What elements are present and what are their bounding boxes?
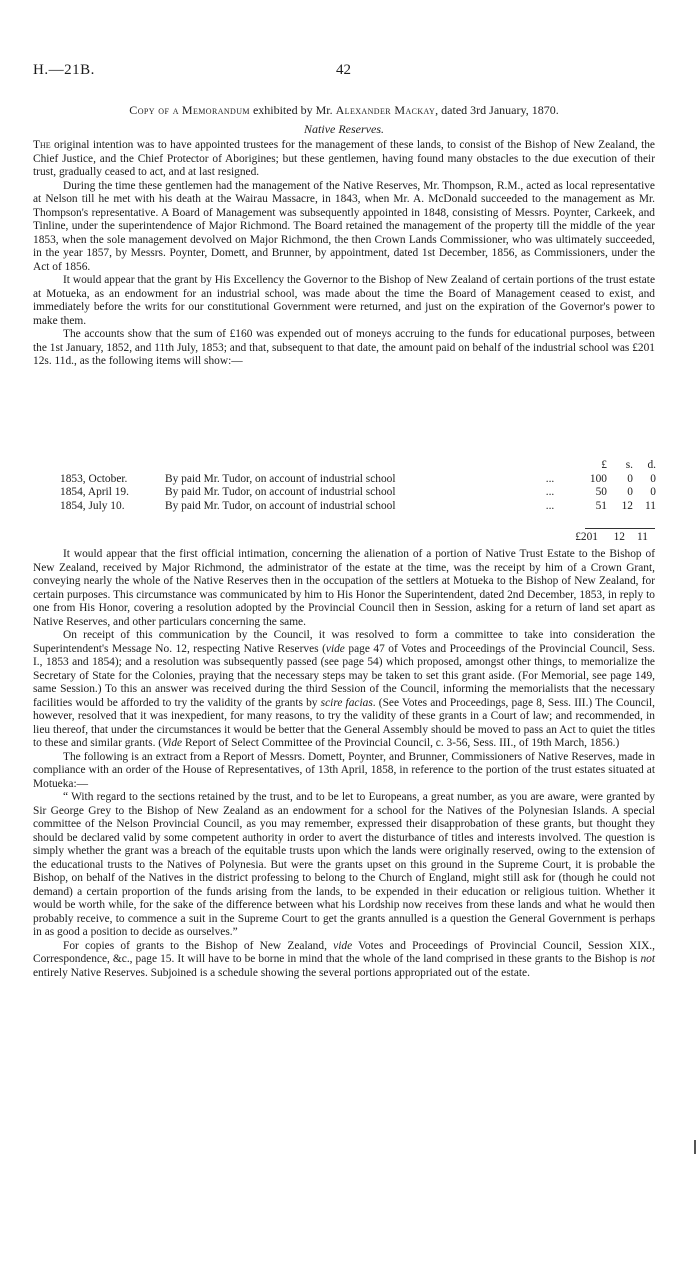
paragraph-text: original intention was to have appointed trustees for the management of these lands, to consist of the Bishop of New Zealand, the Chief Justice, and the Chief Protector of Aborigines; but these gentlemen, having found many obstacles to the due execution of their trust, gradually ceased to act, and at last resigned. bbox=[33, 139, 655, 178]
text-segment: entirely Native Reserves. Subjoined is a schedule showing the several portions appropriated out of the estate. bbox=[33, 966, 530, 979]
text-segment: Votes and Proceedings of Provincial Council, Session XIX., Correspondence, &c., page 15. It will have to be borne in mind that the whole of the land comprised in these grants to the Bishop is bbox=[33, 939, 655, 965]
total-pounds: £201 bbox=[575, 531, 598, 543]
header-shillings: s. bbox=[625, 459, 633, 471]
body-text-part-one bbox=[33, 139, 655, 369]
page-edge-mark bbox=[694, 1140, 696, 1154]
header-pence: d. bbox=[647, 459, 656, 471]
text-italic: vide bbox=[333, 939, 353, 952]
row-shillings: 12 bbox=[621, 499, 633, 512]
paragraph-council-resolution bbox=[33, 629, 655, 751]
header-pounds: £ bbox=[601, 459, 607, 471]
row-leader-dots: ... bbox=[545, 472, 555, 485]
title-exhibited-by: exhibited by Mr. bbox=[252, 103, 333, 117]
row-pence: 0 bbox=[650, 472, 656, 485]
row-shillings: 0 bbox=[627, 472, 633, 485]
title-author-name: Alexander Mackay bbox=[335, 103, 436, 117]
text-italic: Vide bbox=[162, 737, 183, 749]
row-description: By paid Mr. Tudor, on account of industrial school bbox=[165, 472, 396, 485]
table-row bbox=[60, 473, 656, 487]
table-row bbox=[60, 486, 656, 500]
accounts-table bbox=[60, 459, 656, 513]
page-number: 42 bbox=[336, 62, 351, 78]
row-pence: 0 bbox=[650, 486, 656, 498]
row-pence: 11 bbox=[645, 499, 656, 512]
paragraph-first-intimation: It would appear that the first official intimation, concerning the alienation of a portion of Native Trust Estate to the Bishop of New Zealand, received by Major Richmond, the administrator of the estate at the time, was the receipt by him of a Crown Grant, conveying nearly the whole of the Native Reserves then in the occupation of the settlers at Motueka to the Bishop of New Zealand, for certain purposes. This circumstance was communicated by him to His Honor the Superintendent, dated 2nd December, 1853, in reply to one from His Honor, covering a resolution adopted by the Provincial Council then in Session, asking for a return of land set apart as Native Reserves, and other particulars concerning the same. bbox=[33, 548, 655, 628]
accounts-header-row bbox=[60, 459, 656, 473]
row-shillings: 0 bbox=[627, 486, 633, 498]
paragraph-accounts: The accounts show that the sum of £160 was expended out of moneys accruing to the funds for educational purposes, between the 1st January, 1852, and 11th July, 1853; and that, subsequent to that date, the amount paid on behalf of the industrial school was £201 12s. 11d., as the following items will show:— bbox=[33, 328, 655, 367]
text-segment: For copies of grants to the Bishop of New Zealand, bbox=[63, 939, 334, 952]
total-rule bbox=[585, 528, 655, 529]
row-leader-dots: ... bbox=[545, 486, 555, 498]
row-description: By paid Mr. Tudor, on account of industrial school bbox=[165, 499, 396, 512]
text-segment: . (See Votes and Proceedings, page 8, Sess. III.) The Council, however, resolved that it was inexpedient, for many reasons, to try the validity of these grants in a Court of law; and recommended, in lieu thereof, that under the circumstances it would be better that the General Assembly should be moved to pass an Act to quiet the titles to these and similar grants. ( bbox=[33, 696, 655, 749]
section-subtitle: Native Reserves. bbox=[304, 122, 384, 136]
paragraph-management-history: During the time these gentlemen had the management of the Native Reserves, Mr. Thompson, R.M., acted as local representative at Nelson till he met with his death at the Wairau Massacre, in 1843, when Mr. A. McDonald succeeded to the management as Mr. Thompson's representative. A Board of Management was subsequently appointed in 1848, consisting of Messrs. Poynter, Carkeek, and Tinline, under the superintendence of Major Richmond. The Board retained the management of the property till the middle of the year 1853, when the sole management devolved on Major Richmond, the then Crown Lands Commissioner, who was ultimately succeeded, in the year 1857, by Messrs. Poynter, Domett, and Brunner, by appointment, dated 1st December, 1856, as Commissioners, under the Act of 1856. bbox=[33, 179, 655, 273]
paragraph-report-quote: “ With regard to the sections retained by the trust, and to be let to Europeans, a great number, as you are aware, were granted by Sir George Grey to the Bishop of New Zealand as an endowment for a school for the Natives of the Polynesian Islands. A special committee of the Nelson Provincial Council, as you may remember, expressed their disapprobation of these grants, but thought they should be declared valid by some competent authority in order to avert the disturbance of titles and interests involved. The question is simply whether the grant was a breach of the equitable trusts upon which the lands were originally reserved, owing to the extension of the educational trusts to the Natives of Polynesia. But were the grants upset on this ground in the Supreme Court, it is probable the Bishop, on behalf of the Natives in the district professing to belong to the Church of England, might still ask for (though he could not demand) a certain proportion of the funds arising from the lands, to be expended in their education or religious tuition. Whether it would be worth while, for the sake of the difference between what his Lordship now receives from these lands and what he would then probably receive, to commence a suit in the Supreme Court to get the grants annulled is a question the General Government is perhaps in as good a position to decide as ourselves.” bbox=[33, 791, 655, 938]
row-description: By paid Mr. Tudor, on account of industrial school bbox=[165, 486, 396, 498]
title-memorandum: Memorandum bbox=[181, 103, 250, 117]
total-shillings: 12 bbox=[613, 531, 625, 543]
row-pounds: 50 bbox=[595, 486, 607, 498]
text-italic: scire facias bbox=[320, 696, 373, 709]
text-segment: page 47 of Votes and Proceedings of the Provincial Council, Sess. I., 1853 and 1854); and a resolution was subsequently passed (see page 54) which proposed, amongst other things, to memorialize the Secretary of State for the Colonies, praying that the necessary steps may be taken to set this grant aside. (For Memorial, see page 149, same Session.) To this an answer was received during the third Session of the Council, informing the memorialists that the necessary facilities would be afforded to try the validity of the grants by bbox=[33, 642, 656, 709]
table-row bbox=[60, 500, 656, 514]
paragraph-report-extract-intro: The following is an extract from a Report of Messrs. Domett, Poynter, and Brunner, Commissioners of Native Reserves, made in compliance with an order of the House of Representatives, of 13th April, 1858, in reference to the portion of the trust estates situated at Motueka:— bbox=[33, 750, 655, 790]
text-italic: not bbox=[640, 953, 655, 965]
row-date: 1853, October. bbox=[60, 472, 128, 485]
memorandum-title bbox=[33, 103, 655, 118]
title-copy-of-a: Copy of a bbox=[129, 103, 179, 117]
accounts-total bbox=[540, 531, 655, 545]
paragraph-copies-of-grants bbox=[33, 940, 655, 981]
paragraph-original-intention bbox=[33, 139, 655, 180]
title-date: , dated 3rd January, 1870. bbox=[435, 103, 559, 117]
row-date: 1854, July 10. bbox=[60, 499, 125, 512]
row-leader-dots: ... bbox=[545, 499, 555, 512]
total-pence: 11 bbox=[637, 531, 648, 543]
text-segment: Report of Select Committee of the Provincial Council, c. 3-56, Sess. III., of 19th March, 1856.) bbox=[182, 737, 620, 749]
paragraph-lead-word: The bbox=[33, 139, 51, 151]
paragraph-grant-to-bishop: It would appear that the grant by His Excellency the Governor to the Bishop of New Zealand of certain portions of the trust estate at Motueka, as an endowment for an industrial school, was made about the time the Board of Management ceased to exist, and immediately before the writs for our constitutional Government were returned, and just on the expiration of the Governor's power to make them. bbox=[33, 274, 655, 327]
text-segment: On receipt of this communication by the Council, it was resolved to form a committee to take into consideration the Superintendent's Message No. 12, respecting Native Reserves ( bbox=[33, 629, 655, 655]
row-pounds: 100 bbox=[589, 472, 607, 485]
row-pounds: 51 bbox=[595, 499, 607, 512]
document-reference: H.—21B. bbox=[33, 62, 95, 78]
row-date: 1854, April 19. bbox=[60, 486, 129, 498]
body-text-part-two bbox=[33, 548, 655, 980]
text-italic: vide bbox=[325, 642, 345, 655]
